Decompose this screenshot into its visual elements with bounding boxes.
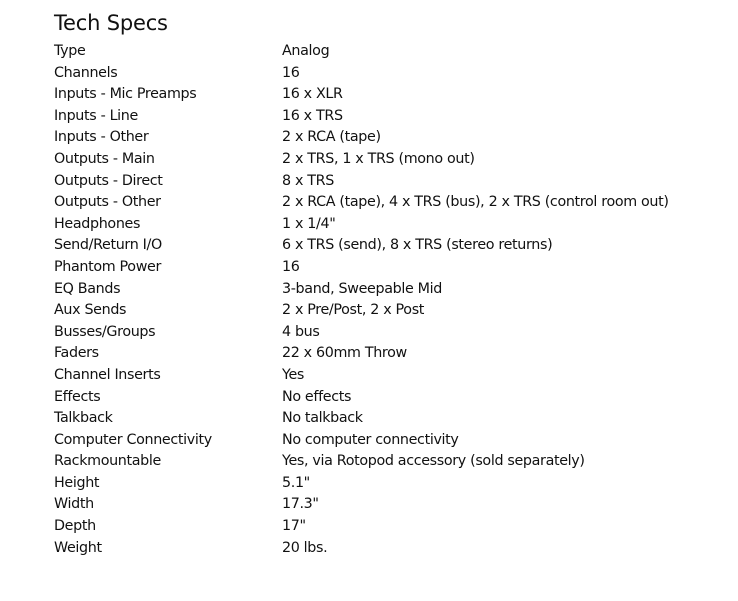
spec-value: 22 x 60mm Throw [282, 345, 407, 362]
spec-row [54, 408, 722, 430]
spec-row [54, 300, 722, 322]
spec-value: 16 [282, 64, 300, 81]
spec-label: Inputs - Other [54, 129, 149, 146]
spec-value: 8 x TRS [282, 172, 334, 189]
spec-value: Yes [282, 366, 305, 383]
spec-label: EQ Bands [54, 280, 121, 297]
spec-value: 1 x 1/4" [282, 215, 336, 232]
spec-row [54, 538, 722, 560]
spec-value: Analog [282, 43, 330, 59]
spec-label: Headphones [54, 215, 141, 232]
spec-row [54, 279, 722, 301]
spec-label: Aux Sends [54, 302, 127, 319]
spec-table [54, 41, 722, 559]
spec-row [54, 494, 722, 516]
spec-label: Inputs - Line [54, 107, 138, 124]
spec-value: 16 [282, 258, 300, 275]
spec-label: Talkback [54, 410, 113, 427]
spec-value: 2 x RCA (tape) [282, 129, 381, 146]
spec-label: Channel Inserts [54, 366, 161, 383]
spec-value: 2 x RCA (tape), 4 x TRS (bus), 2 x TRS (control room out) [282, 194, 669, 211]
spec-label: Inputs - Mic Preamps [54, 86, 197, 103]
spec-row [54, 322, 722, 344]
spec-row [54, 430, 722, 452]
spec-value: 16 x XLR [282, 86, 343, 103]
spec-label: Busses/Groups [54, 323, 156, 340]
spec-value: 6 x TRS (send), 8 x TRS (stereo returns) [282, 237, 553, 254]
spec-label: Rackmountable [54, 453, 161, 470]
spec-value: No effects [282, 388, 352, 405]
spec-value: 20 lbs. [282, 539, 328, 556]
spec-label: Outputs - Other [54, 194, 161, 211]
spec-value: 2 x TRS, 1 x TRS (mono out) [282, 150, 475, 167]
spec-value: 3-band, Sweepable Mid [282, 280, 442, 297]
spec-row [54, 106, 722, 128]
spec-row [54, 365, 722, 387]
spec-value: No computer connectivity [282, 431, 459, 448]
spec-row [54, 41, 722, 63]
spec-row [54, 473, 722, 495]
spec-value: 16 x TRS [282, 107, 343, 124]
spec-label: Effects [54, 388, 101, 405]
spec-label: Depth [54, 518, 96, 535]
spec-label: Height [54, 474, 100, 491]
tech-specs-section [54, 9, 724, 559]
spec-label: Weight [54, 539, 102, 556]
spec-row [54, 343, 722, 365]
spec-value: 2 x Pre/Post, 2 x Post [282, 302, 425, 319]
spec-label: Faders [54, 345, 99, 362]
spec-row [54, 214, 722, 236]
spec-row [54, 171, 722, 193]
spec-label: Phantom Power [54, 258, 162, 275]
spec-row [54, 192, 722, 214]
spec-label: Send/Return I/O [54, 237, 162, 254]
spec-row [54, 387, 722, 409]
spec-row [54, 451, 722, 473]
spec-value: No talkback [282, 410, 363, 427]
spec-label: Outputs - Main [54, 150, 155, 167]
spec-label: Type [54, 43, 86, 59]
spec-value: 17.3" [282, 496, 319, 513]
spec-label: Computer Connectivity [54, 431, 212, 448]
spec-table-body [54, 41, 722, 559]
spec-value: 17" [282, 518, 306, 535]
spec-row [54, 127, 722, 149]
spec-row [54, 516, 722, 538]
spec-row [54, 257, 722, 279]
spec-value: 5.1" [282, 474, 310, 491]
spec-label: Outputs - Direct [54, 172, 163, 189]
spec-value: 4 bus [282, 323, 320, 340]
spec-row [54, 63, 722, 85]
spec-label: Width [54, 496, 94, 513]
page-title: Tech Specs [54, 11, 168, 35]
spec-row [54, 84, 722, 106]
spec-row [54, 149, 722, 171]
spec-row [54, 235, 722, 257]
spec-value: Yes, via Rotopod accessory (sold separately) [282, 453, 585, 470]
spec-label: Channels [54, 64, 118, 81]
